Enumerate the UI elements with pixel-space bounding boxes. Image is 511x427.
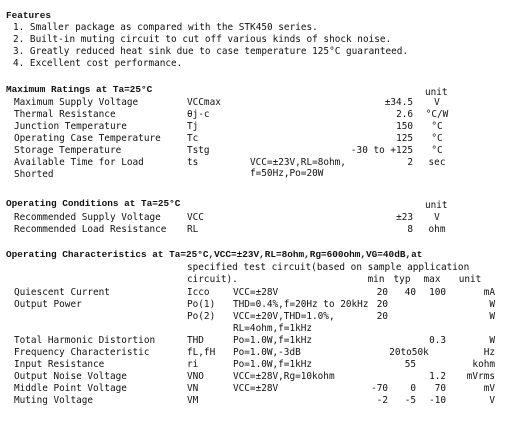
max-rating-value: -30 to +125 [350,145,413,156]
op-char-param: Total Harmonic Distortion [14,335,156,346]
max-ratings-heading: Maximum Ratings at Ta=25°C [6,84,153,95]
op-char-condition: THD=0.4%,f=20Hz to 20kHz [233,299,369,310]
max-rating-param: Junction Temperature [14,121,127,132]
op-conditions-unit-label: unit [425,200,448,211]
max-rating-symbol: Tstg [187,145,210,156]
op-char-min: 20 [376,287,388,298]
col-min-label: min [367,274,385,285]
op-char-unit: mA [483,287,495,298]
op-char-max: 70 [434,383,446,394]
max-rating-param: Thermal Resistance [14,109,116,120]
op-condition-value: ±23 [396,212,413,223]
op-char-condition: VCC=±28V [233,287,279,298]
op-char-param: Middle Point Voltage [14,383,127,394]
op-char-condition: Po=1.0W,f=1kHz [233,335,313,346]
op-char-condition: VCC=±28V [233,383,279,394]
op-condition-value: 8 [407,224,413,235]
op-char-unit: W [489,299,495,310]
max-rating-condition: f=50Hz,Po=20W [250,168,324,179]
max-rating-unit: sec [428,157,446,168]
op-char-symbol: Po(1) [187,299,216,310]
op-char-max: 100 [429,287,446,298]
op-char-symbol: THD [187,335,204,346]
max-rating-unit: °C [431,145,443,156]
col-unit-label: unit [458,274,482,285]
op-char-param: Output Noise Voltage [14,371,127,382]
op-char-symbol: VN [187,383,199,394]
max-rating-value: 125 [396,133,413,144]
op-char-max: -10 [429,395,446,406]
max-rating-unit: V [434,97,440,108]
op-char-unit: mV [483,383,495,394]
op-char-symbol: VNO [187,371,204,382]
max-ratings-unit-label: unit [425,87,448,98]
max-rating-param: Shorted [14,169,54,180]
op-char-typ: 55 [404,359,416,370]
max-rating-value: ±34.5 [384,97,413,108]
col-max-label: max [423,274,441,285]
op-char-typ: 40 [404,287,416,298]
op-condition-symbol: RL [187,224,199,235]
op-char-heading-line2: specified test circuit(based on sample application [187,262,470,273]
op-char-unit: W [489,311,495,322]
max-rating-value: 2.6 [396,109,413,120]
op-char-max: 0.3 [429,335,446,346]
op-char-unit: mVrms [466,371,495,382]
op-char-unit: W [489,335,495,346]
max-rating-symbol: VCCmax [187,97,221,108]
op-char-condition: RL=4ohm,f=1kHz [233,323,313,334]
op-char-param: Muting Voltage [14,395,94,406]
op-condition-unit: V [434,212,440,223]
max-rating-symbol: ts [187,157,199,168]
max-rating-param: Available Time for Load [14,157,144,168]
op-char-min: 20 [376,299,388,310]
op-char-condition: Po=1.0W,-3dB [233,347,301,358]
op-char-symbol: fL,fH [187,347,216,358]
op-char-symbol: ri [187,359,199,370]
op-condition-param: Recommended Supply Voltage [14,212,161,223]
max-rating-unit: °C [431,121,443,132]
op-char-typ: -5 [404,395,416,406]
op-condition-param: Recommended Load Resistance [14,224,167,235]
op-char-symbol: Po(2) [187,311,216,322]
max-rating-unit: °C [431,133,443,144]
op-char-condition: VCC=±20V,THD=1.0%, [233,311,335,322]
max-rating-value: 2 [407,157,413,168]
op-char-heading-line3: circuit). [187,274,238,285]
feature-item-3: 3. Greatly reduced heat sink due to case temperature 125°C guaranteed. [13,46,409,57]
features-heading: Features [6,10,52,21]
op-char-condition: Po=1.0W,f=1kHz [233,359,313,370]
op-char-max: 1.2 [429,371,446,382]
op-conditions-heading: Operating Conditions at Ta=25°C [6,198,181,209]
feature-item-4: 4. Excellent cost performance. [13,58,183,69]
op-char-param: Input Resistance [14,359,105,370]
op-char-unit: V [489,395,495,406]
op-char-min: -70 [371,383,388,394]
op-char-min: 20 [376,311,388,322]
max-rating-condition: VCC=±23V,RL=8ohm, [250,157,346,168]
op-char-symbol: Icco [187,287,210,298]
op-char-param: Quiescent Current [14,287,110,298]
op-char-param: Frequency Characteristic [14,347,150,358]
max-rating-param: Maximum Supply Voltage [14,97,139,108]
op-char-min: -2 [376,395,388,406]
max-rating-symbol: θj-c [187,109,210,120]
max-rating-symbol: Tj [187,121,199,132]
op-char-symbol: VM [187,395,199,406]
op-condition-unit: ohm [428,224,446,235]
op-char-condition: VCC=±28V,Rg=10kohm [233,371,335,382]
op-char-unit: kohm [472,359,495,370]
op-char-unit: Hz [483,347,495,358]
op-char-heading: Operating Characteristics at Ta=25°C,VCC=±23V,RL=8ohm,Rg=600ohm,VG=40dB,at [6,249,423,260]
feature-item-1: 1. Smaller package as compared with the STK450 series. [13,22,318,33]
feature-item-2: 2. Built-in muting circuit to cut off various kinds of shock noise. [13,34,392,45]
op-char-typ: 20to50k [389,347,429,358]
max-rating-unit: °C/W [425,109,449,120]
op-condition-symbol: VCC [187,212,204,223]
op-char-typ: 0 [410,383,416,394]
col-typ-label: typ [393,274,411,285]
max-rating-symbol: Tc [187,133,199,144]
op-char-param: Output Power [14,299,82,310]
max-rating-value: 150 [396,121,413,132]
max-rating-param: Storage Temperature [14,145,122,156]
max-rating-param: Operating Case Temperature [14,133,161,144]
